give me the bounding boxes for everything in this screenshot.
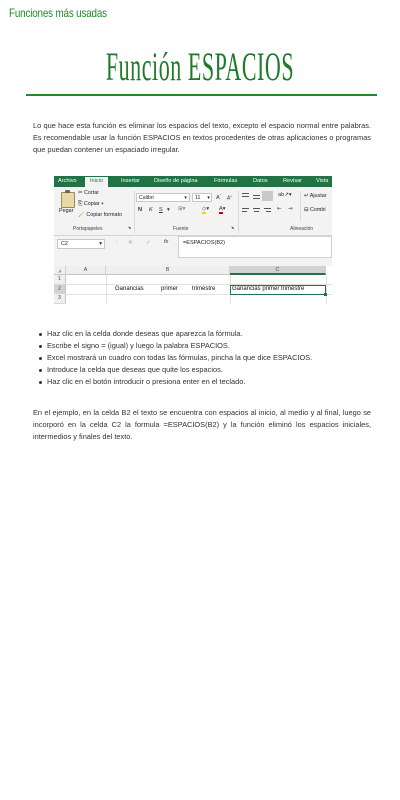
scissors-icon: ✂	[78, 190, 83, 196]
font-size-value: 11	[195, 195, 201, 201]
copy-text: Copiar	[83, 201, 100, 207]
chevron-down-icon: ▾	[99, 241, 102, 247]
group-divider	[238, 191, 239, 233]
wrap-text-icon: ↵	[304, 193, 309, 199]
increase-indent-icon: ⇥	[288, 206, 293, 212]
active-cell-c2	[230, 285, 326, 295]
cell-b2-word: primer	[161, 286, 179, 292]
example-paragraph: En el ejemplo, en la celda B2 el texto se encuentra con espacios al inicio, al medio y al final, luego se incorporó en la celda C2 la formula =ESPACIOS(B2) y la función eliminó los espacios iniciales, intermedios y finales del texto.	[33, 408, 371, 442]
intro-paragraph: Lo que hace esta función es eliminar los espacios del texto, excepto el espacio normal entre palabras. Es recomendable usar la función ESPACIOS en textos procedentes de otras aplicaciones o programas que puedan contener un espaciado irregular.	[33, 121, 371, 155]
row-header: 2	[54, 285, 66, 295]
tab-formulas: Fórmulas	[214, 178, 238, 184]
list-item: Haz clic en el botón introducir o presiona enter en el teclado.	[47, 376, 377, 388]
cell-b2-word: Ganancias	[115, 286, 144, 292]
column-header: A	[66, 266, 106, 275]
format-painter-label	[78, 212, 122, 218]
excel-screenshot	[54, 176, 332, 304]
tab-inicio: Inicio	[85, 177, 108, 187]
wrap-text: Ajustar	[309, 193, 327, 199]
increase-font-icon: A^	[216, 193, 222, 201]
merge-label	[304, 207, 326, 213]
list-item: Escribe el signo = (igual) y luego la palabra ESPACIOS.	[47, 340, 377, 352]
font-color-icon: A▾	[219, 206, 226, 212]
group-clipboard-label: Portapapeles	[73, 226, 103, 232]
formula-bar	[54, 236, 332, 252]
site-title: Funciones más usadas	[9, 6, 107, 20]
chevron-down-icon: ▾	[167, 207, 170, 213]
cancel-icon: ✕	[128, 240, 133, 246]
tab-insertar: Insertar	[121, 178, 140, 184]
column-header: C	[230, 266, 326, 275]
function-icon: fx	[164, 239, 169, 245]
gridline	[326, 275, 327, 304]
font-size-box	[192, 193, 212, 202]
format-painter-text: Copiar formato	[86, 212, 122, 218]
dialog-launcher-icon: ⬊	[231, 225, 235, 230]
borders-icon: ⊞▾	[178, 206, 186, 212]
tab-archivo: Archivo	[58, 178, 77, 184]
orientation-icon: ab↗▾	[278, 192, 292, 198]
paste-clipboard-icon	[61, 192, 75, 208]
name-box	[57, 239, 105, 249]
page-title: Función ESPACIOS	[105, 44, 295, 89]
row-header: 1	[54, 275, 66, 285]
name-box-value: C2	[61, 241, 68, 247]
formula-input: =ESPACIOS(B2)	[178, 236, 332, 258]
ribbon	[54, 187, 332, 236]
cut-text: Cortar	[84, 190, 100, 196]
column-header: B	[106, 266, 230, 275]
worksheet-grid	[54, 266, 332, 304]
fill-handle	[324, 293, 327, 296]
chevron-down-icon: ▾	[207, 195, 210, 201]
copy-label: ⎘ Copiar ▾	[78, 201, 104, 207]
italic-icon: K	[149, 207, 153, 213]
row-header: 3	[54, 294, 66, 304]
merge-icon: ⊟	[304, 207, 309, 213]
group-divider	[134, 191, 135, 233]
fill-color-icon: ◇▾	[202, 206, 210, 212]
wrap-text-label	[304, 193, 327, 199]
list-item: Haz clic en la celda donde deseas que aparezca la fórmula.	[47, 328, 377, 340]
cell-b2-word: trimestre	[192, 286, 216, 292]
bold-icon: N	[138, 207, 143, 213]
brush-icon: 🖌	[78, 212, 85, 218]
gridline	[106, 275, 107, 304]
copy-icon: ⎘	[78, 201, 83, 207]
tab-vista: Vista	[316, 178, 329, 184]
decrease-indent-icon: ⇤	[277, 206, 282, 212]
font-name-value: Calibri	[139, 195, 154, 201]
merge-text: Combi	[310, 207, 326, 213]
enter-check-icon: ✓	[146, 240, 151, 246]
paste-label: Pegar	[59, 208, 74, 214]
group-font-label: Fuente	[173, 226, 189, 232]
more-dots-icon: ⋮	[114, 240, 120, 246]
select-all-icon: ◢	[57, 268, 62, 273]
tab-revisar: Revisar	[283, 178, 302, 184]
list-item: Excel mostrará un cuadro con todas las fórmulas, pincha la que dice ESPACIOS.	[47, 352, 377, 364]
decrease-font-icon: $A^v$	[227, 194, 232, 202]
tab-diseno-pagina: Diseño de página	[154, 178, 198, 184]
group-divider	[300, 191, 301, 221]
font-name-box	[136, 193, 190, 202]
list-item: Introduce la celda que deseas que quite los espacios.	[47, 364, 377, 376]
group-alignment-label: Alineación	[290, 226, 314, 232]
dialog-launcher-icon: ⬊	[128, 225, 132, 230]
steps-list	[47, 328, 377, 388]
select-all-corner	[54, 266, 66, 275]
chevron-down-icon: ▾	[184, 195, 187, 201]
title-divider	[26, 94, 377, 96]
align-bottom-icon	[262, 191, 273, 201]
tab-datos: Datos	[253, 178, 268, 184]
cut-label	[78, 190, 99, 196]
cell-c2-value: Ganancias primer trimestre	[232, 286, 305, 292]
underline-icon: S	[159, 207, 163, 213]
ribbon-tab-bar	[54, 176, 332, 187]
